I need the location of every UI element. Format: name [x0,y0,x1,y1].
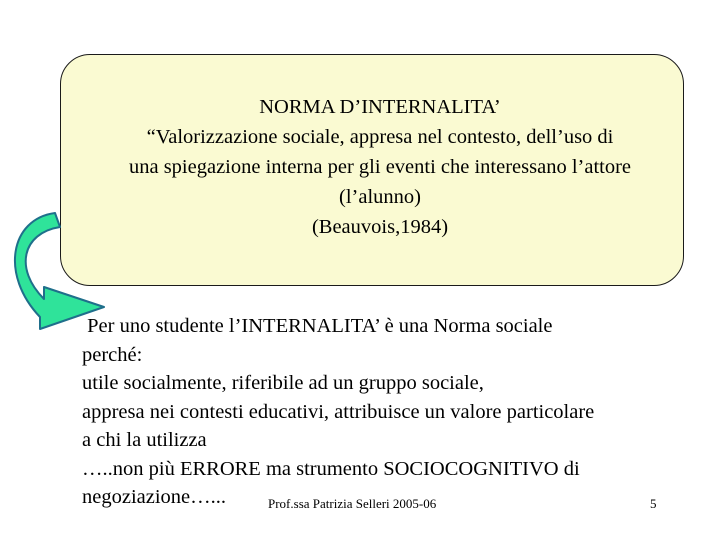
definition-title: NORMA D’INTERNALITA’ [259,96,501,118]
definition-line: una spiegazione interna per gli eventi che interessano l’attore [128,156,632,178]
definition-line: “Valorizzazione sociale, appresa nel contesto, dell’uso di [146,126,614,148]
body-line: …..non più ERRORE ma strumento SOCIOCOGNITIVO di [82,457,580,480]
body-line: appresa nei contesti educativi, attribuisce un valore particolare [82,400,595,423]
body-line: perché: [82,343,143,366]
body-text [82,312,702,512]
body-line: negoziazione…... [82,486,227,508]
definition-citation: (Beauvois,1984) [311,216,449,238]
body-line: a chi la utilizza [82,429,207,451]
body-line: utile socialmente, riferibile ad un gruppo sociale, [82,372,484,394]
page-number: 5 [650,496,657,511]
footer-author: Prof.ssa Patrizia Selleri 2005-06 [268,496,437,511]
definition-text [60,92,700,242]
body-line: Per uno studente l’INTERNALITA’ è una Norma sociale [82,315,553,337]
definition-line: (l’alunno) [339,186,421,208]
